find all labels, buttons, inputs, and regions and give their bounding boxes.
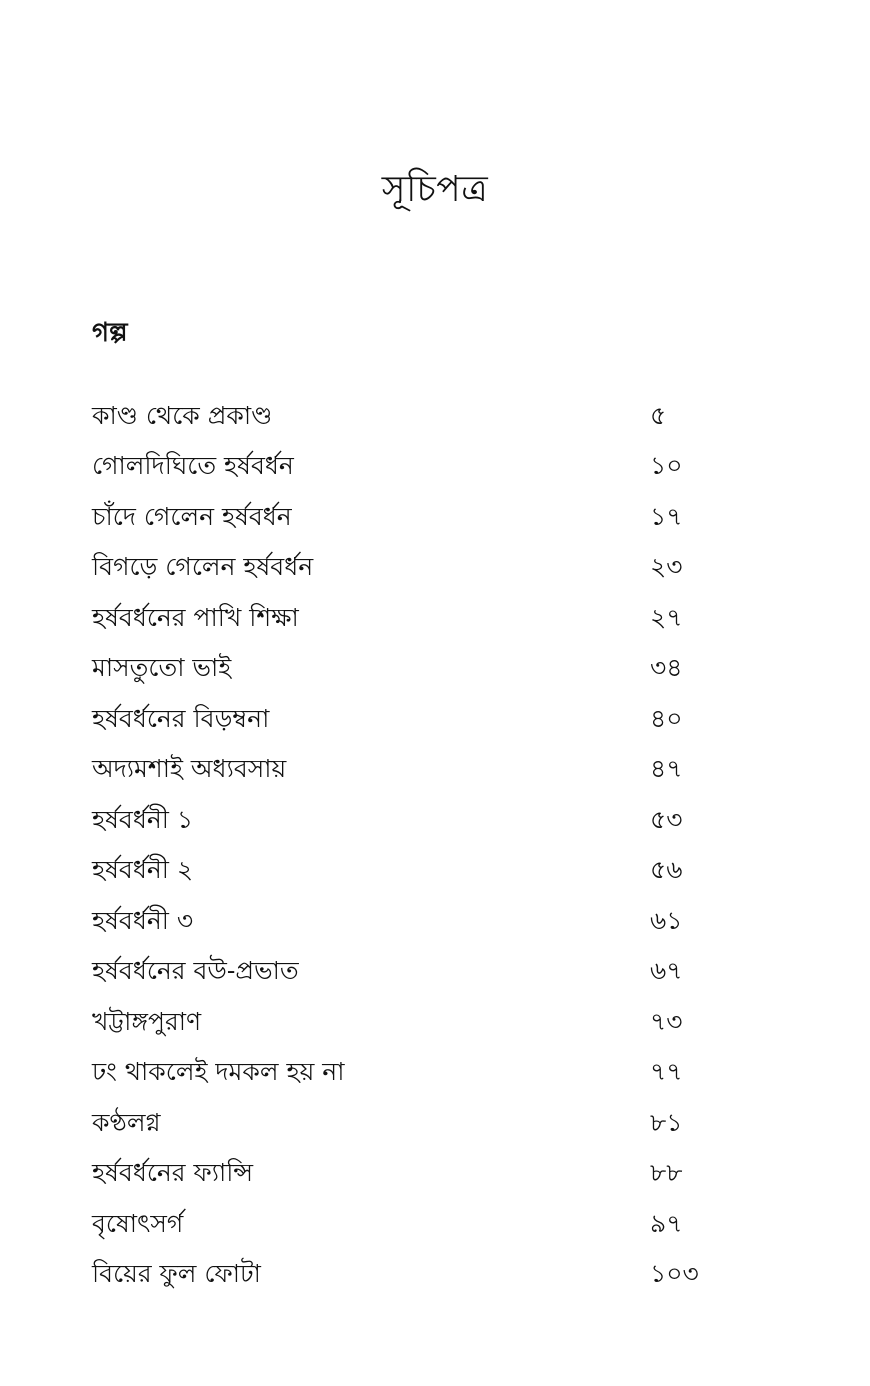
toc-entry-title: হর্ষবর্ধনের ফ্যান্সি [92,1158,254,1188]
toc-entry-title: হর্ষবর্ধনী ২ [92,855,194,885]
toc-entry-page: ২৭ [650,602,683,632]
toc-entry-title: হর্ষবর্ধনী ১ [92,804,194,834]
toc-entry-page: ৬১ [650,905,683,935]
toc-entry [92,847,732,898]
toc-entry [92,645,732,696]
toc-entry-title: হর্ষবর্ধনের পাখি শিক্ষা [92,602,299,632]
toc-entry-page: ১৭ [650,501,683,531]
toc-entry [92,695,732,746]
toc-entry-page: ৫ [650,400,667,430]
toc-entry-title: মাসতুতো ভাই [92,653,232,683]
toc-entry-page: ৭৭ [650,1057,683,1087]
toc-entry-page: ২৩ [650,552,683,582]
toc-entry [92,443,732,494]
toc-entry-page: ৮১ [650,1107,683,1137]
toc-entry [92,594,732,645]
toc-entry-title: কাণ্ড থেকে প্রকাণ্ড [92,400,273,430]
page-title: সূচিপত্র [381,169,489,210]
toc-entry [92,544,732,595]
toc-entry-title: হর্ষবর্ধনী ৩ [92,905,194,935]
toc-entry-page: ৮৮ [650,1158,683,1188]
toc-entry-title: বিগড়ে গেলেন হর্ষবর্ধন [92,552,314,582]
toc-entry-title: গোলদিঘিতে হর্ষবর্ধন [92,451,294,481]
toc-entry-page: ৩৪ [650,653,683,683]
toc-entry-page: ৯৭ [650,1208,683,1238]
toc-entry [92,392,732,443]
toc-entry [92,998,732,1049]
toc-entry-page: ৪০ [650,703,683,733]
toc-entry-page: ৫৩ [650,804,683,834]
table-of-contents [92,392,732,1301]
toc-entry-page: ৭৩ [650,1006,683,1036]
toc-entry [92,1150,732,1201]
toc-entry-title: বৃষোৎসর্গ [92,1208,184,1238]
toc-entry [92,948,732,999]
toc-entry-page: ৬৭ [650,956,683,986]
toc-entry-title: খট্টাঙ্গপুরাণ [92,1006,202,1036]
toc-entry [92,1049,732,1100]
toc-entry-title: অদ্যমশাই অধ্যবসায় [92,754,287,784]
toc-entry [92,746,732,797]
toc-entry-page: ৪৭ [650,754,683,784]
toc-entry-page: ৫৬ [650,855,683,885]
toc-entry [92,1251,732,1302]
toc-entry-title: হর্ষবর্ধনের বিড়ম্বনা [92,703,270,733]
toc-entry-page: ১০ [650,451,683,481]
toc-entry [92,897,732,948]
toc-entry-title: চাঁদে গেলেন হর্ষবর্ধন [92,501,292,531]
toc-entry [92,1099,732,1150]
toc-entry-title: বিয়ের ফুল ফোটা [92,1259,261,1289]
toc-entry [92,1200,732,1251]
toc-entry-title: হর্ষবর্ধনের বউ-প্রভাত [92,956,299,986]
toc-entry-title: কণ্ঠলগ্ন [92,1107,161,1137]
toc-entry-title: ঢং থাকলেই দমকল হয় না [92,1057,345,1087]
toc-entry [92,493,732,544]
toc-entry [92,796,732,847]
toc-entry-page: ১০৩ [650,1259,699,1289]
section-heading: গল্প [92,318,128,348]
